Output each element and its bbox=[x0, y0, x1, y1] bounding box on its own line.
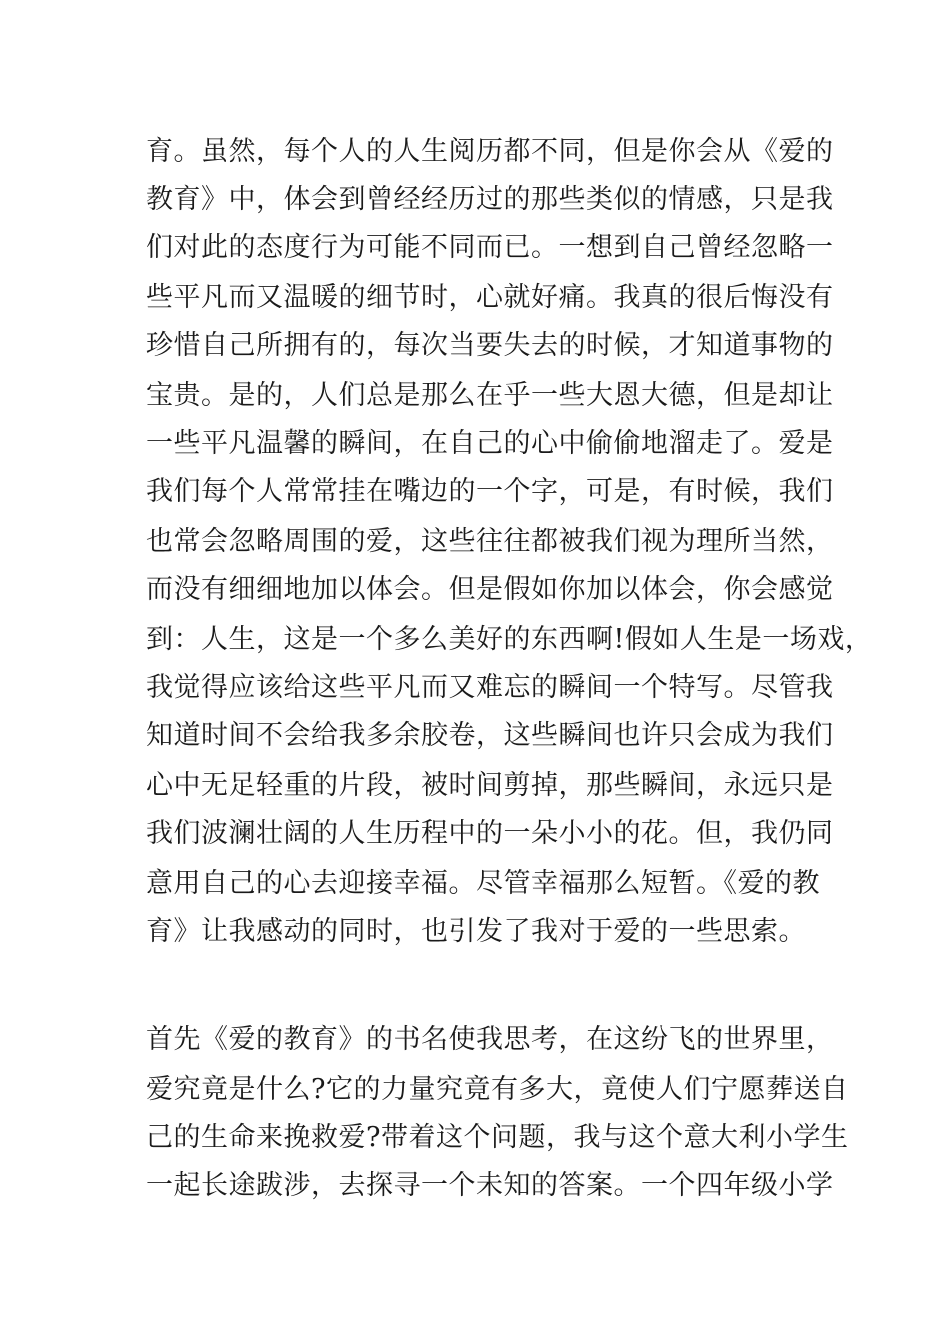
text-line: 我们每个人常常挂在嘴边的一个字，可是，有时候，我们 bbox=[146, 476, 834, 507]
text-line: 意用自己的心去迎接幸福。尽管幸福那么短暂。《爱的教 bbox=[146, 868, 820, 899]
text-line: 一些平凡温馨的瞬间，在自己的心中偷偷地溜走了。爱是 bbox=[146, 428, 834, 459]
text-line: 爱究竟是什么?它的力量究竟有多大，竟使人们宁愿葬送自 bbox=[146, 1074, 849, 1105]
text-line: 己的生命来挽救爱?带着这个问题，我与这个意大利小学生 bbox=[146, 1122, 849, 1153]
text-line: 我们波澜壮阔的人生历程中的一朵小小的花。但，我仍同 bbox=[146, 818, 834, 849]
text-line: 也常会忽略周围的爱，这些往往都被我们视为理所当然， bbox=[146, 526, 834, 557]
text-line: 知道时间不会给我多余胶卷，这些瞬间也许只会成为我们 bbox=[146, 720, 834, 751]
text-line: 些平凡而又温暖的细节时，心就好痛。我真的很后悔没有 bbox=[146, 282, 834, 313]
text-line: 而没有细细地加以体会。但是假如你加以体会，你会感觉 bbox=[146, 574, 834, 605]
text-line: 到：人生，这是一个多么美好的东西啊!假如人生是一场戏， bbox=[146, 624, 873, 655]
text-line: 们对此的态度行为可能不同而已。一想到自己曾经忽略一 bbox=[146, 232, 834, 263]
text-line: 首先《爱的教育》的书名使我思考，在这纷飞的世界里， bbox=[146, 1024, 834, 1055]
text-line: 育。虽然，每个人的人生阅历都不同，但是你会从《爱的 bbox=[146, 136, 834, 167]
text-line: 育》让我感动的同时，也引发了我对于爱的一些思索。 bbox=[146, 916, 806, 947]
text-line: 珍惜自己所拥有的，每次当要失去的时候，才知道事物的 bbox=[146, 330, 834, 361]
text-line: 宝贵。是的，人们总是那么在乎一些大恩大德，但是却让 bbox=[146, 380, 834, 411]
text-line: 心中无足轻重的片段，被时间剪掉，那些瞬间，永远只是 bbox=[146, 770, 834, 801]
text-line: 一起长途跋涉，去探寻一个未知的答案。一个四年级小学 bbox=[146, 1170, 834, 1201]
text-line: 我觉得应该给这些平凡而又难忘的瞬间一个特写。尽管我 bbox=[146, 672, 834, 703]
text-line: 教育》中，体会到曾经经历过的那些类似的情感，只是我 bbox=[146, 184, 834, 215]
